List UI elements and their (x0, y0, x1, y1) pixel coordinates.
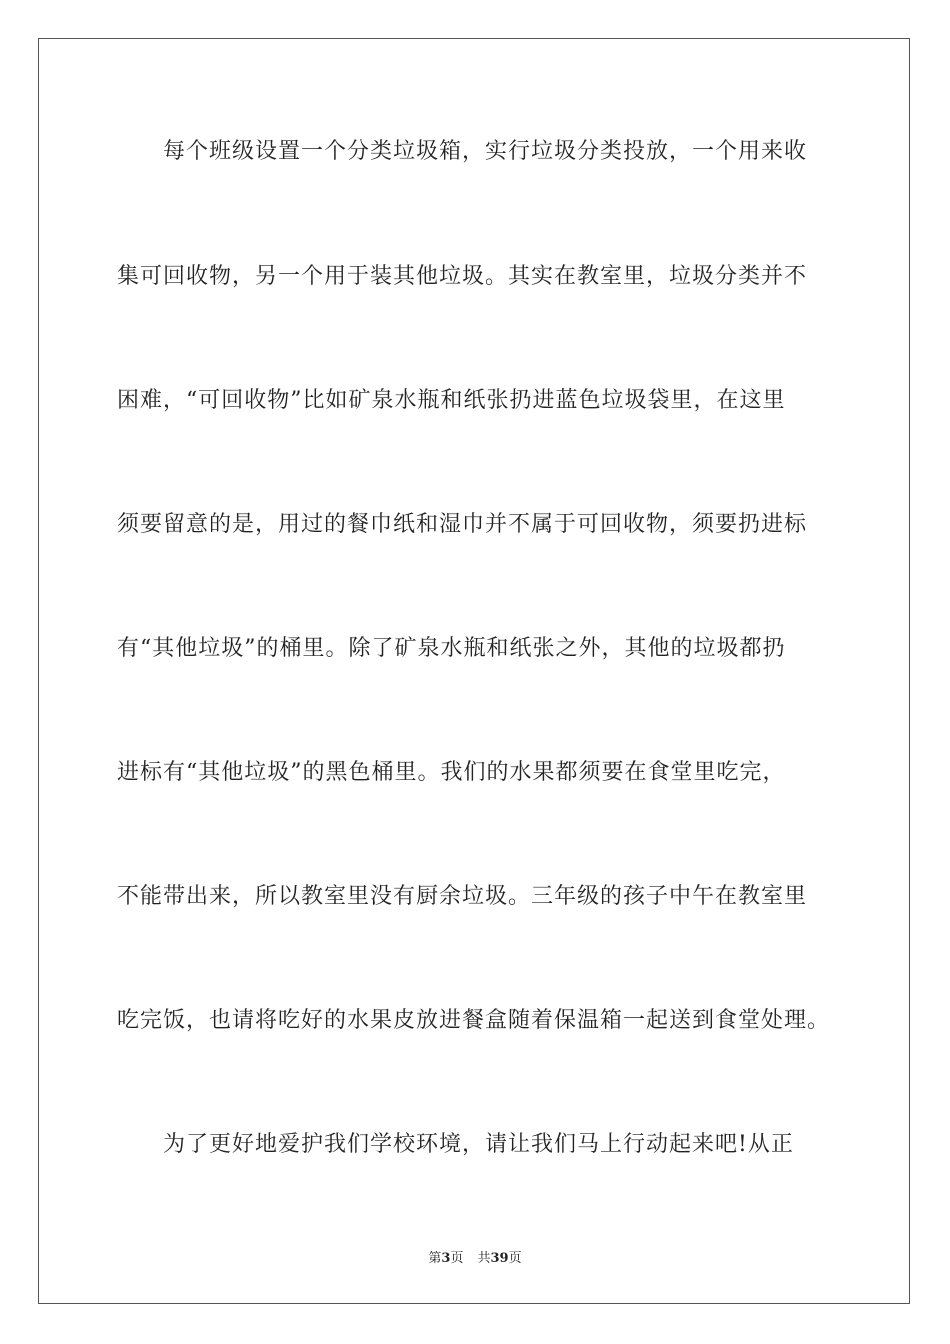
page-frame (38, 38, 910, 1304)
page-footer (0, 1247, 950, 1266)
footer-page-current: 3 (441, 1251, 451, 1266)
paragraph-line-9: 为了更好地爱护我们学校环境，请让我们马上行动起来吧!从正 (163, 1132, 794, 1157)
footer-page-prefix: 第 (428, 1251, 442, 1266)
paragraph-line-8: 吃完饭，也请将吃好的水果皮放进餐盒随着保温箱一起送到食堂处理。 (117, 1008, 831, 1033)
paragraph-line-6: 进标有“其他垃圾”的黑色桶里。我们的水果都须要在食堂里吃完， (117, 760, 786, 785)
paragraph-line-5: 有“其他垃圾”的桶里。除了矿泉水瓶和纸张之外，其他的垃圾都扔 (117, 636, 786, 661)
paragraph-line-2: 集可回收物，另一个用于装其他垃圾。其实在教室里，垃圾分类并不 (117, 264, 808, 289)
paragraph-line-3: 困难，“可回收物”比如矿泉水瓶和纸张扔进蓝色垃圾袋里，在这里 (117, 388, 786, 413)
footer-page-total: 39 (490, 1251, 509, 1266)
paragraph-line-4: 须要留意的是，用过的餐巾纸和湿巾并不属于可回收物，须要扔进标 (117, 512, 808, 537)
footer-total-prefix: 共 (477, 1251, 491, 1266)
paragraph-line-7: 不能带出来，所以教室里没有厨余垃圾。三年级的孩子中午在教室里 (117, 884, 808, 909)
footer-page-unit: 页 (450, 1251, 464, 1266)
footer-total-unit: 页 (508, 1251, 522, 1266)
paragraph-line-1: 每个班级设置一个分类垃圾箱，实行垃圾分类投放，一个用来收 (163, 139, 808, 164)
